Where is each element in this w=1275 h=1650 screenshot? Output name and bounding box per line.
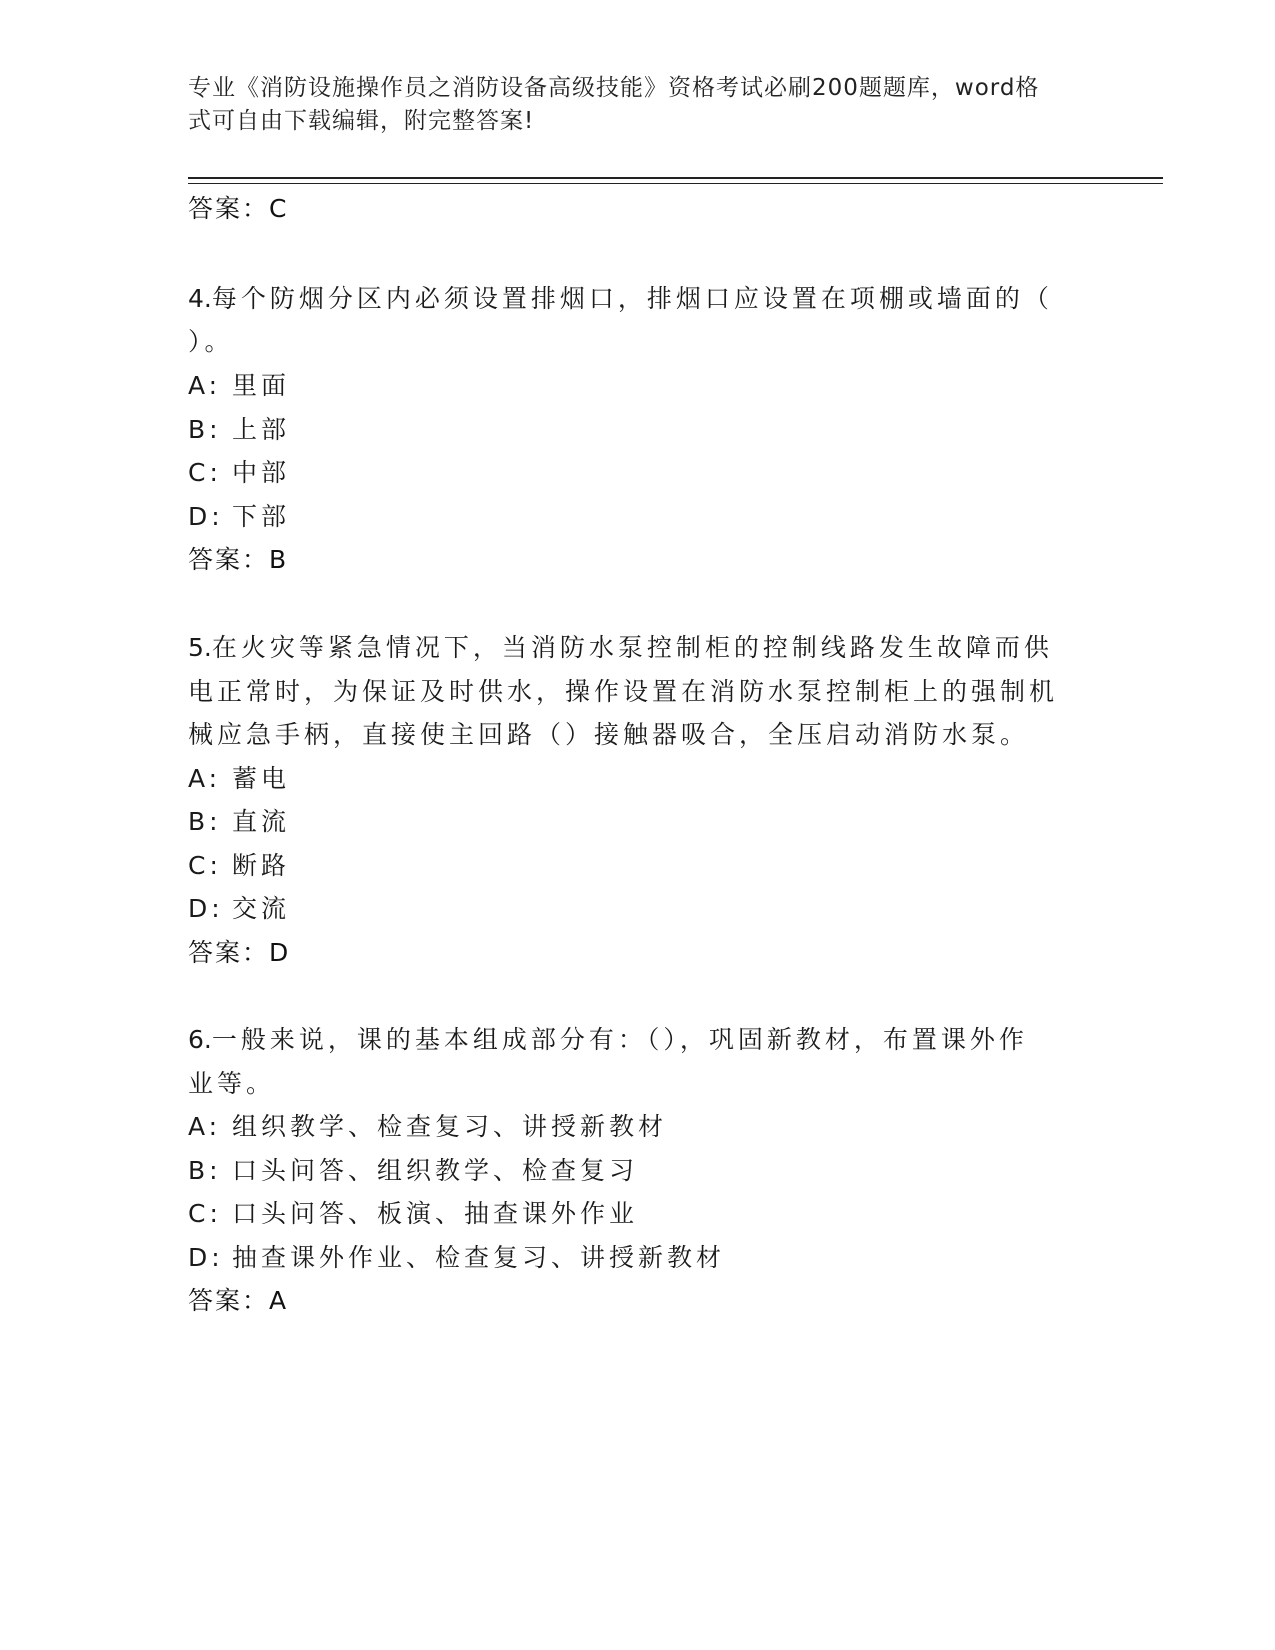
question-number: 5.: [188, 633, 212, 662]
option-d: [188, 1242, 725, 1274]
option-text: 断路: [232, 851, 291, 880]
question-number: 4.: [188, 284, 212, 313]
option-text: 中部: [232, 458, 291, 487]
option-text: 下部: [232, 502, 291, 531]
option-b: [188, 414, 290, 446]
option-text: 上部: [232, 415, 291, 444]
option-c: [188, 457, 290, 489]
option-label: B:: [188, 415, 222, 444]
option-a: [188, 1111, 667, 1143]
option-label: C:: [188, 458, 222, 487]
option-a: [188, 370, 290, 402]
header-line-1: 专业《消防设施操作员之消防设备高级技能》资格考试必刷200题题库，word格: [188, 75, 1040, 101]
option-text: 直流: [232, 807, 291, 836]
document-header: [188, 72, 1068, 138]
question-stem-line: ）。: [188, 327, 234, 356]
option-a: [188, 763, 290, 795]
option-label: D:: [188, 894, 224, 923]
question-number: 6.: [188, 1025, 212, 1054]
question-stem-line: 6.一般来说，课的基本组成部分有：（），巩固新教材，布置课外作: [188, 1025, 1028, 1054]
option-text: 口头问答、组织教学、检查复习: [232, 1156, 639, 1185]
option-label: D:: [188, 1243, 224, 1272]
answer: 答案：B: [188, 545, 289, 574]
question-stem-line: 械应急手柄，直接使主回路（）接触器吸合，全压启动消防水泵。: [188, 720, 1030, 749]
header-line-2: 式可自由下载编辑，附完整答案!: [188, 108, 535, 134]
answer: 答案：D: [188, 938, 291, 967]
option-label: D:: [188, 502, 224, 531]
option-label: A:: [188, 764, 222, 793]
header-rule-thin: [188, 183, 1163, 184]
option-text: 口头问答、板演、抽查课外作业: [232, 1199, 639, 1228]
option-b: [188, 1155, 638, 1187]
option-label: B:: [188, 807, 222, 836]
option-label: A:: [188, 1112, 222, 1141]
option-text: 交流: [232, 894, 291, 923]
option-c: [188, 1198, 638, 1230]
option-text: 组织教学、检查复习、讲授新教材: [232, 1112, 668, 1141]
option-label: B:: [188, 1156, 222, 1185]
option-b: [188, 806, 290, 838]
option-text: 蓄电: [232, 764, 291, 793]
option-label: A:: [188, 371, 222, 400]
question-stem-line: 业等。: [188, 1069, 276, 1098]
question-stem-line: 4.每个防烟分区内必须设置排烟口，排烟口应设置在项棚或墙面的（: [188, 284, 1053, 313]
option-label: C:: [188, 851, 222, 880]
option-c: [188, 850, 290, 882]
question-stem-line: 电正常时，为保证及时供水，操作设置在消防水泵控制柜上的强制机: [188, 677, 1059, 706]
prev-answer: 答案：C: [188, 194, 289, 223]
option-d: [188, 501, 290, 533]
header-rule-thick: [188, 177, 1163, 179]
question-stem-line: 5.在火灾等紧急情况下，当消防水泵控制柜的控制线路发生故障而供: [188, 633, 1053, 662]
option-text: 里面: [232, 371, 291, 400]
option-text: 抽查课外作业、检查复习、讲授新教材: [232, 1243, 726, 1272]
option-d: [188, 893, 290, 925]
option-label: C:: [188, 1199, 222, 1228]
answer: 答案：A: [188, 1286, 289, 1315]
